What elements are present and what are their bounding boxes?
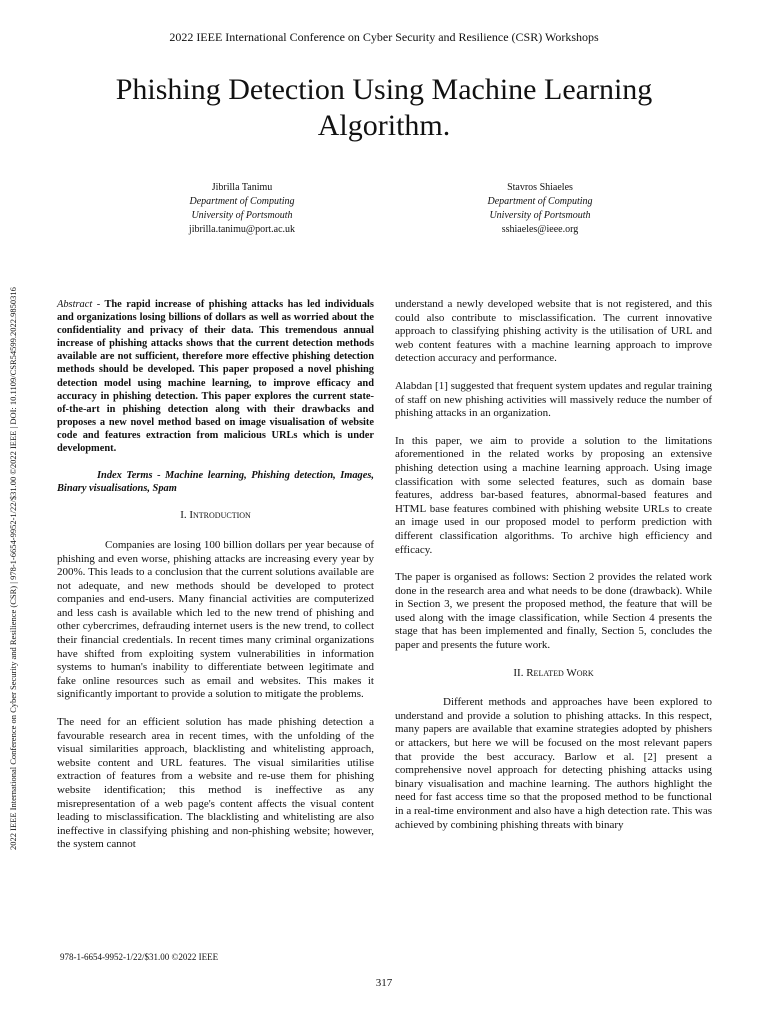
footer-copyright: 978-1-6654-9952-1/22/$31.00 ©2022 IEEE — [60, 952, 219, 962]
section-heading-related-work — [395, 667, 712, 681]
abstract — [57, 298, 374, 455]
author-department: Department of Computing — [189, 196, 295, 207]
author-university: University of Portsmouth — [489, 210, 591, 221]
side-doi-note: 2022 IEEE International Conference on Cyber Security and Resilience (CSR) | 978-1-6654-9952-1/22/$31.00 ©2022 IEEE | DOI: 10.1109/CSR54599.2022.9850316 — [8, 287, 18, 850]
abstract-text: The rapid increase of phishing attacks has led individuals and organizations losing billions of dollars as well as worried about the confidentiality and privacy of their data. This tremendous annual increase of phishing attacks shows that the current detection methods available are not sufficient, therefore more effective phishing detection methods should be developed. This paper proposed a novel phishing detection model using machine learning, to improve efficacy and accuracy in phishing detection. This paper explores the current state-of-the-art in phishing detection along with their drawbacks and proposes a new novel method based on image visualisation of website code and features extraction from malicious URLs which is under development. — [57, 299, 374, 455]
abstract-label: Abstract - — [57, 299, 101, 310]
body-paragraph: Companies are losing 100 billion dollars per year because of phishing and even worse, phishing attacks are increasing every year by 200%. This leads to a conclusion that the current solutions available are not adequate, and new methods should be developed to protect companies and end-users. Many financial activities are computerized and less cash is available which led to the new trend of phishing and other cybercrimes, defrauding internet users is the new trend, to collect their financial credentials. In recent times many criminal organizations have shifted from exploiting system vulnerabilities in information systems to human's inability to differentiate between legitimate and fake online resources such as email and websites. This makes it significantly important to provide a solution to mitigate the problems. — [57, 538, 374, 701]
author-name: Stavros Shiaeles — [507, 182, 573, 193]
author-block-1 — [112, 181, 372, 237]
author-department: Department of Computing — [487, 196, 593, 207]
section-number: II. — [513, 666, 524, 679]
section-number: I. — [180, 509, 187, 522]
body-paragraph: The need for an efficient solution has made phishing detection a favourable research area in recent times, with the unfolding of the visual similarities approach, blacklisting and whitelisting approach, website content and URL features. The visual similarities utilise extraction of features from a website and re-use them for phishing website identification; this method is ineffective as any misrepresentation of a web page's content affects the visual content leading to misclassification. The blacklisting and whitelisting are also ineffective in classifying phishing and non-phishing website; however, the system cannot — [57, 716, 374, 851]
section-title: Related Work — [526, 666, 594, 679]
author-email: sshiaeles@ieee.org — [501, 224, 579, 235]
author-university: University of Portsmouth — [191, 210, 293, 221]
left-column — [57, 298, 374, 866]
author-email: jibrilla.tanimu@port.ac.uk — [188, 224, 296, 235]
body-paragraph: understand a newly developed website that is not registered, and this could also contribute to misclassification. The current innovative approach to classifying phishing activity is the utilisation of URL and web content features with a machine learning approach to improve detection accuracy and performance. — [395, 298, 712, 365]
paper-title: Phishing Detection Using Machine Learning Algorithm. — [115, 73, 653, 142]
author-name: Jibrilla Tanimu — [211, 182, 273, 193]
right-column — [395, 298, 712, 846]
body-paragraph: In this paper, we aim to provide a solution to the limitations aforementioned in the related works by proposing an extensive phishing detection using a machine learning approach. Using image classification with some selected features, such as domain base features, address bar-based features, abnormal-based features and HTML base features combined with phishing website URLs to create an image used in our proposed model to perform prediction with different classification algorithms. To archive high efficiency and efficacy. — [395, 434, 712, 556]
conference-header: 2022 IEEE International Conference on Cyber Security and Resilience (CSR) Workshops — [169, 30, 599, 44]
page-number: 317 — [375, 977, 393, 989]
section-heading-introduction — [57, 509, 374, 523]
body-paragraph: Alabdan [1] suggested that frequent system updates and regular training of staff on new phishing activities will massively reduce the number of phishing attacks in an organization. — [395, 379, 712, 420]
index-terms: Index Terms - Machine learning, Phishing detection, Images, Binary visualisations, Spam — [57, 470, 374, 495]
author-block-2 — [410, 181, 670, 237]
body-paragraph: The paper is organised as follows: Section 2 provides the related work done in the research area and what needs to be done (drawback). While in Section 3, we present the proposed method, the feature that will be used along with the image classification, while Section 4 presents the stage that has been implemented and finally, Section 5, concludes the paper and presents the future work. — [395, 571, 712, 652]
section-title: Introduction — [189, 509, 251, 522]
body-paragraph: Different methods and approaches have been explored to understand and provide a solution to phishing attacks. In this respect, many papers are available that examine strategies adopted by phishers or attackers, but here we will be focused on the most relevant papers that provide the best accuracy. Barlow et al. [2] present a comprehensive novel approach for detecting phishing attacks using binary visualisation and machine learning. The authors highlight the need for fast access time so that the proposed method to be functional in a real-time environment and also have a high detection rate. This was achieved by combining phishing threats with binary — [395, 696, 712, 831]
